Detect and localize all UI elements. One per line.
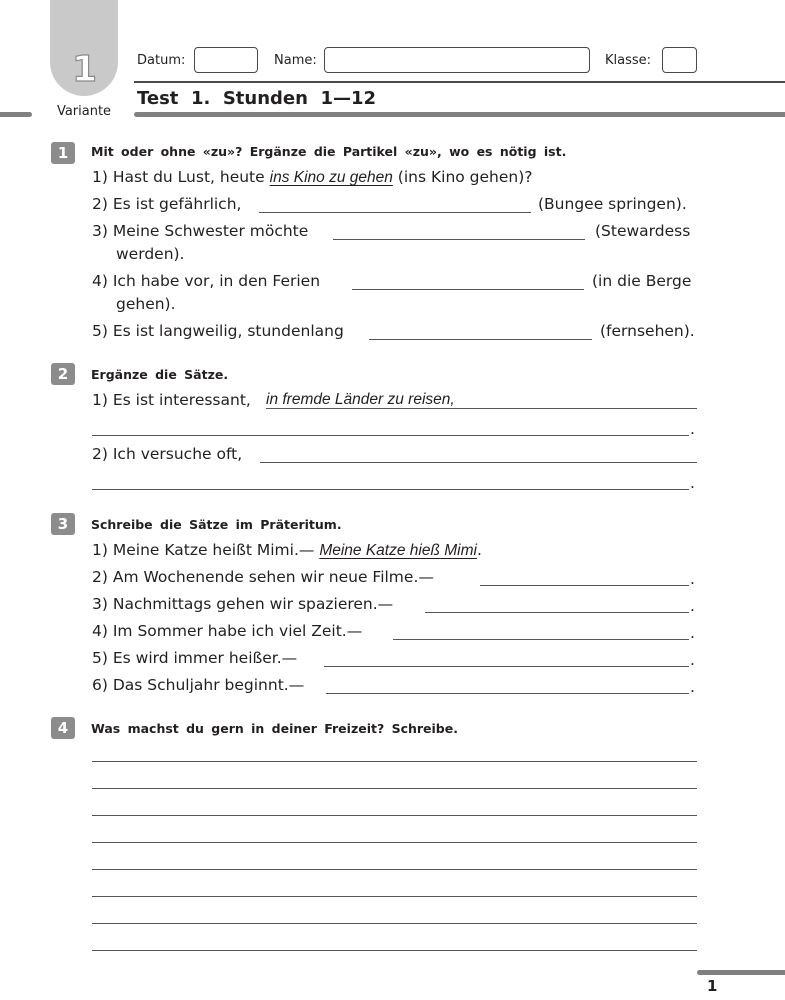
task-3-item-6-period: .: [690, 678, 695, 696]
test-title: Test 1. Stunden 1—12: [137, 88, 377, 109]
task-3-item-5-blank[interactable]: [324, 666, 689, 667]
writing-line-3[interactable]: [92, 815, 697, 816]
task-1-item-3-blank[interactable]: [333, 239, 585, 240]
datum-field[interactable]: [194, 47, 258, 73]
task-3-instruction: Schreibe die Sätze im Präteritum.: [91, 517, 342, 532]
name-label: Name:: [274, 53, 317, 68]
footer-bar: [697, 970, 785, 975]
header-divider: [134, 81, 785, 83]
task-3-item-3: 3) Nachmittags gehen wir spazieren.—: [92, 595, 394, 613]
task-1-item-2: 2) Es ist gefährlich,: [92, 195, 242, 213]
datum-label: Datum:: [137, 53, 186, 68]
task-1-item-5: 5) Es ist langweilig, stundenlang: [92, 322, 344, 340]
task-2-item-2: 2) Ich versuche oft,: [92, 445, 243, 463]
task-2-item-1: 1) Es ist interessant,: [92, 391, 251, 409]
writing-line-4[interactable]: [92, 842, 697, 843]
task-3-item-2: 2) Am Wochenende sehen wir neue Filme.—: [92, 568, 434, 586]
task-2-item-2-period: .: [690, 474, 695, 492]
task-2-item-1-answer: in fremde Länder zu reisen,: [266, 391, 455, 408]
task-3-item-2-period: .: [690, 570, 695, 588]
task-1-item-1: 1) Hast du Lust, heute ins Kino zu gehen (ins Kino gehen)?: [92, 168, 533, 186]
task-1-item-2-hint: (Bungee springen).: [538, 195, 687, 213]
left-accent-bar: [0, 112, 32, 117]
task-number-2: 2: [51, 363, 75, 385]
klasse-label: Klasse:: [605, 53, 652, 68]
variant-label: Variante: [56, 104, 112, 119]
writing-line-5[interactable]: [92, 869, 697, 870]
task-3-item-4-blank[interactable]: [393, 639, 689, 640]
task-1-item-2-blank[interactable]: [259, 212, 531, 213]
task-3-item-6-blank[interactable]: [326, 693, 689, 694]
task-3-item-1-answer: Meine Katze hieß Mimi: [319, 542, 477, 559]
task-1-item-5-hint: (fernsehen).: [600, 322, 695, 340]
task-3-item-2-blank[interactable]: [480, 585, 689, 586]
task-1-item-3-continuation: werden).: [116, 245, 185, 263]
task-1-item-3-hint: (Stewardess: [595, 222, 691, 240]
task-number-1: 1: [51, 142, 75, 164]
task-2-item-2-blank-a[interactable]: [260, 462, 697, 463]
task-1-item-5-blank[interactable]: [369, 339, 592, 340]
task-2-item-1-blank-b[interactable]: [92, 435, 689, 436]
task-number-3: 3: [51, 513, 75, 535]
task-number-4: 4: [51, 717, 75, 739]
task-2-item-1-blank-a[interactable]: [266, 408, 697, 409]
name-field[interactable]: [324, 47, 590, 73]
task-2-item-2-blank-b[interactable]: [92, 489, 689, 490]
variant-number: 1: [71, 49, 97, 90]
task-1-item-4-continuation: gehen).: [116, 295, 176, 313]
task-1-item-1-answer: ins Kino zu gehen: [269, 169, 393, 186]
task-3-item-1: 1) Meine Katze heißt Mimi.— Meine Katze hieß Mimi.: [92, 541, 482, 559]
writing-line-8[interactable]: [92, 950, 697, 951]
task-3-item-5: 5) Es wird immer heißer.—: [92, 649, 298, 667]
writing-line-2[interactable]: [92, 788, 697, 789]
task-3-item-3-period: .: [690, 597, 695, 615]
page-number: 1: [707, 977, 718, 995]
task-3-item-3-blank[interactable]: [425, 612, 689, 613]
task-1-item-4: 4) Ich habe vor, in den Ferien: [92, 272, 321, 290]
writing-line-6[interactable]: [92, 896, 697, 897]
task-2-item-1-period: .: [690, 420, 695, 438]
task-1-item-4-hint: (in die Berge: [592, 272, 692, 290]
task-3-item-5-period: .: [690, 651, 695, 669]
task-1-instruction: Mit oder ohne «zu»? Ergänze die Partikel «zu», wo es nötig ist.: [91, 144, 567, 159]
writing-line-7[interactable]: [92, 923, 697, 924]
writing-line-1[interactable]: [92, 761, 697, 762]
klasse-field[interactable]: [662, 47, 697, 73]
task-1-item-3: 3) Meine Schwester möchte: [92, 222, 309, 240]
task-2-instruction: Ergänze die Sätze.: [91, 367, 229, 382]
task-3-item-4-period: .: [690, 624, 695, 642]
task-3-item-4: 4) Im Sommer habe ich viel Zeit.—: [92, 622, 363, 640]
task-1-item-4-blank[interactable]: [352, 289, 584, 290]
task-3-item-6: 6) Das Schuljahr beginnt.—: [92, 676, 305, 694]
task-4-instruction: Was machst du gern in deiner Freizeit? Schreibe.: [91, 721, 458, 736]
title-bar: [134, 112, 785, 117]
